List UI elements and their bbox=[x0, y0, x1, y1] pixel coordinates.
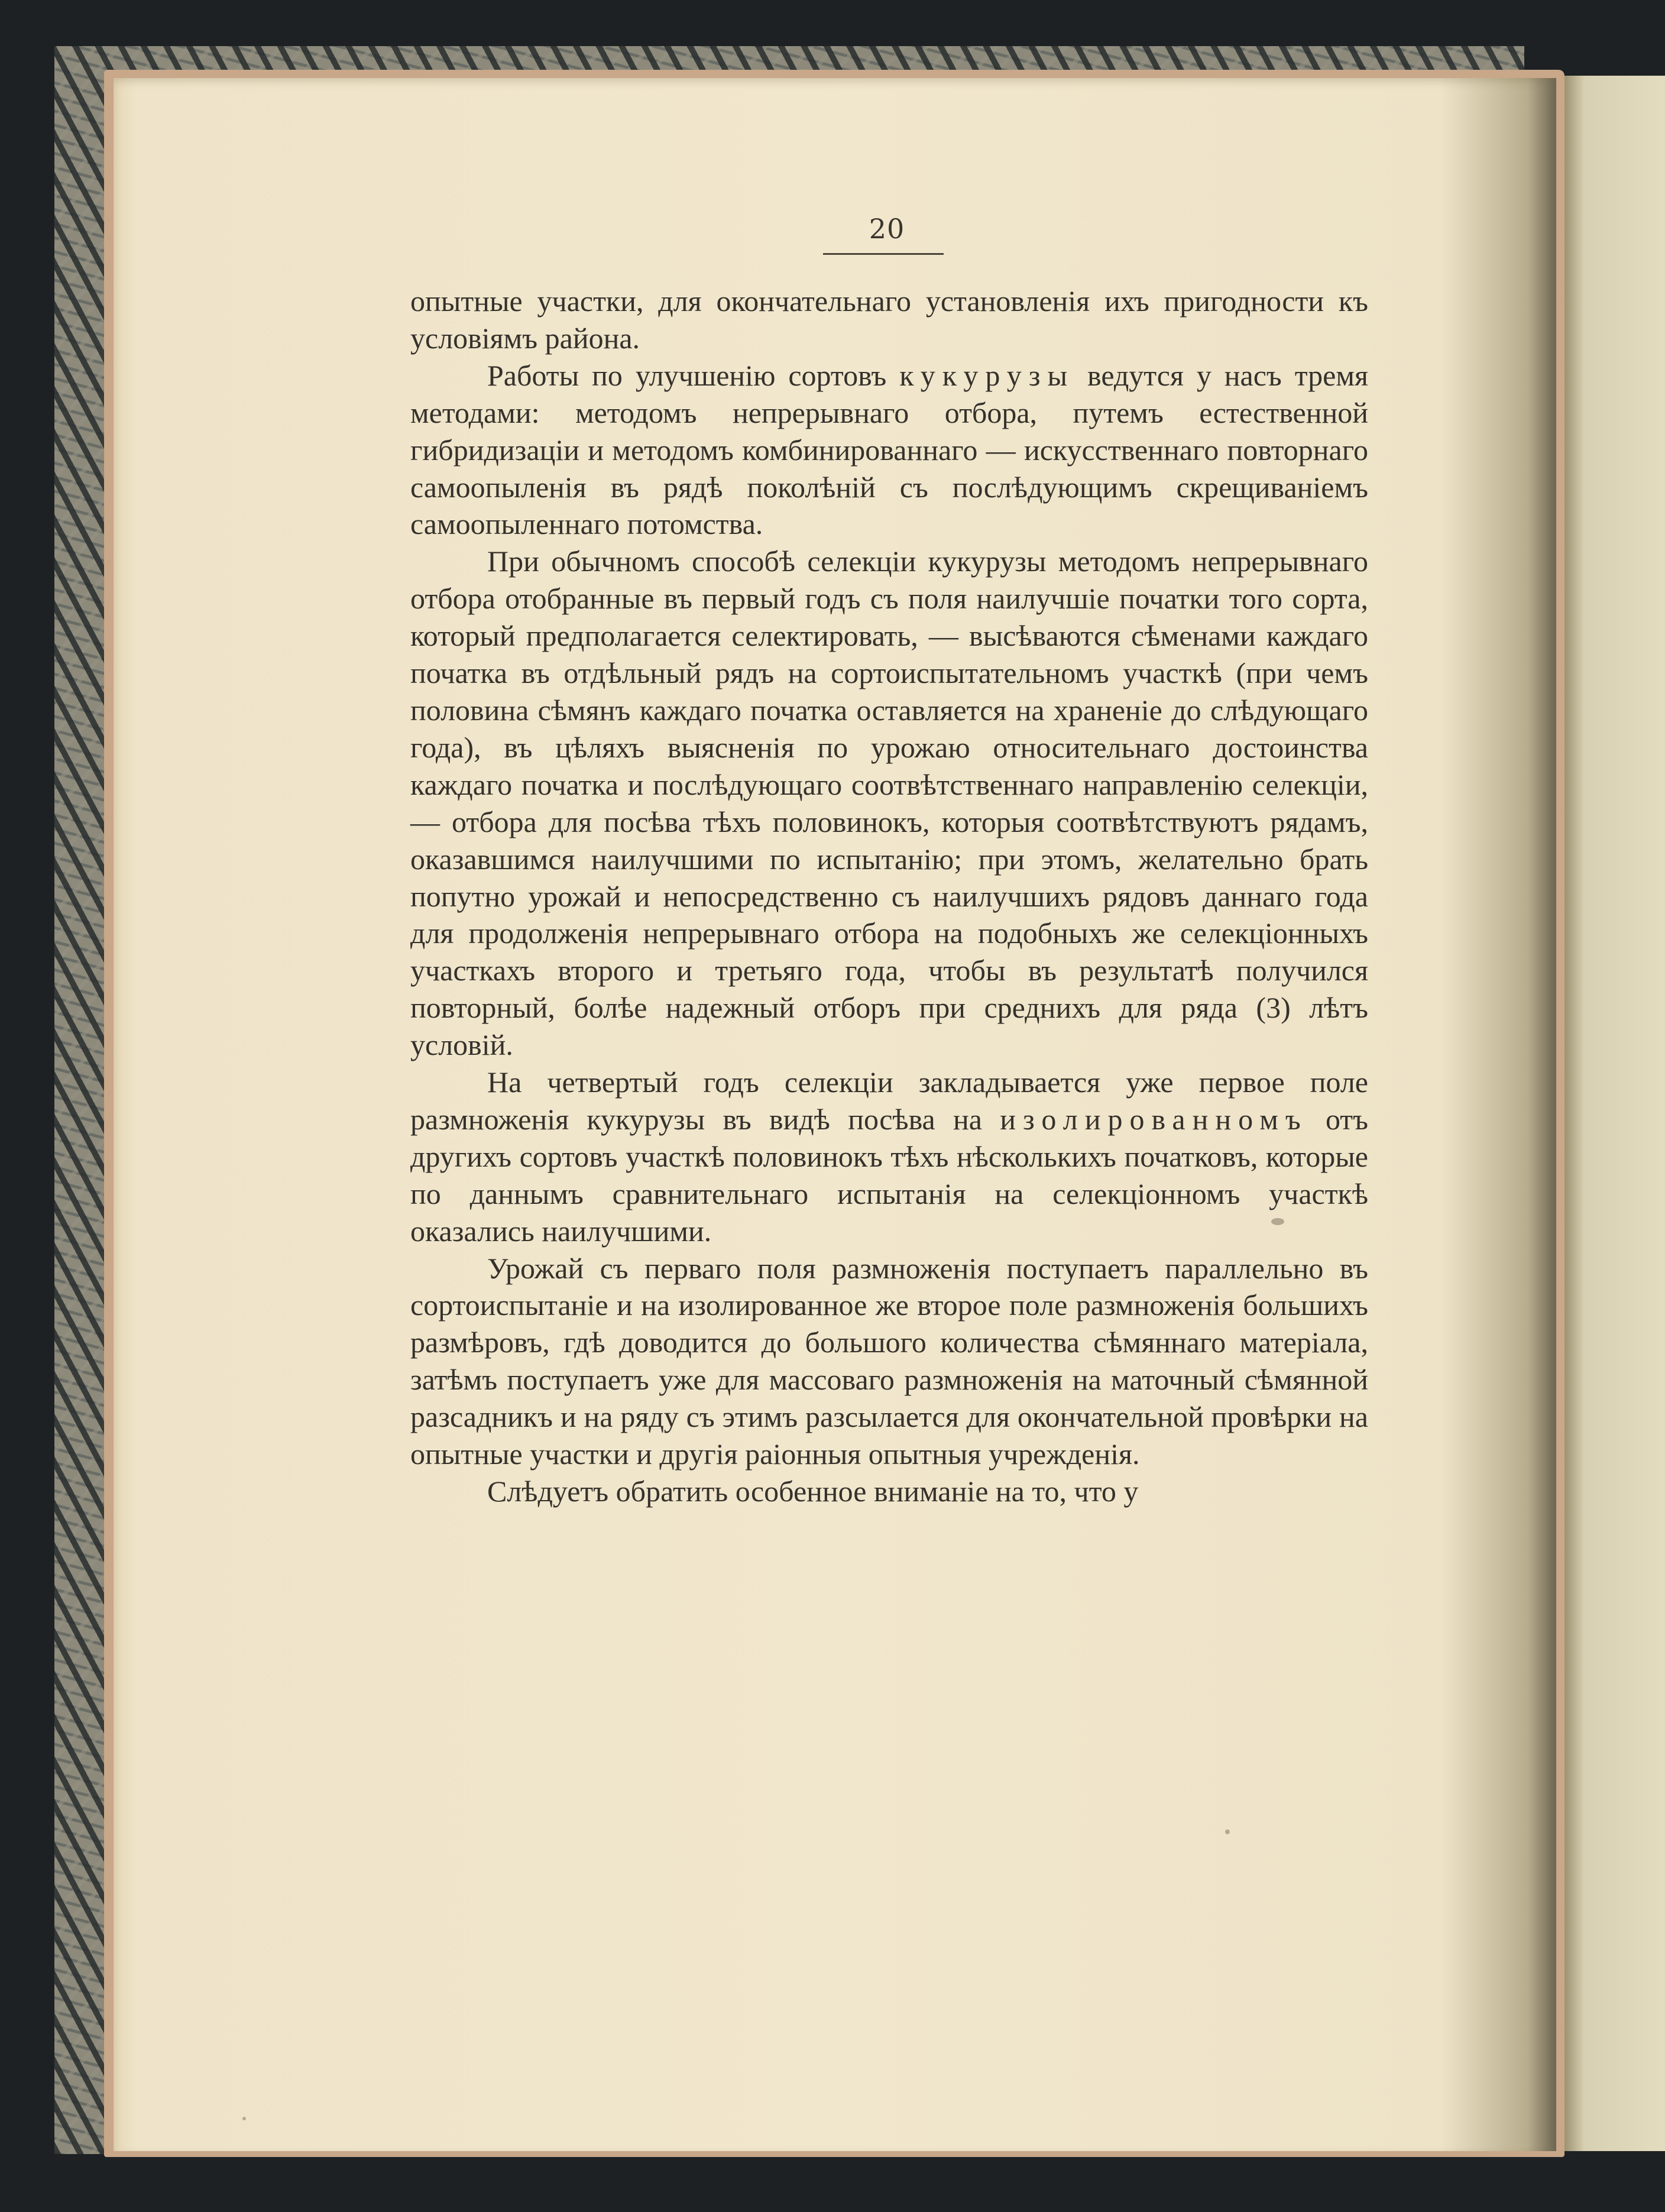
spaced-emphasis-text: изолированномъ bbox=[1000, 1102, 1308, 1136]
paragraph-text: Урожай съ перваго поля размноженія поступаетъ параллельно въ сортоиспытаніе и на изолированное же второе поле размноженія большихъ размѣровъ, гдѣ доводится до большого количества сѣмяннаго матеріала, затѣмъ поступаетъ уже для массоваго размноженія на маточный сѣмянной разсадникъ и на ряду съ этимъ разсылается для окончательной провѣрки на опытные участки и другія раіонныя опытныя учрежденія. bbox=[410, 1251, 1368, 1471]
paper-speck bbox=[242, 2117, 246, 2120]
paragraph bbox=[410, 543, 1368, 1064]
paragraph-text: опытные участки, для окончательнаго установленія ихъ пригодности къ условіямъ района. bbox=[410, 284, 1368, 355]
paragraph-text: На четвертый годъ селекціи закладывается уже первое поле размноженія кукурузы въ видѣ посѣва на bbox=[410, 1065, 1368, 1136]
paragraph-text: отъ другихъ сортовъ участкѣ половинокъ тѣхъ нѣсколькихъ початковъ, которые по даннымъ сравнительнаго испытанія на селекціонномъ участкѣ оказались наилучшими. bbox=[410, 1102, 1369, 1248]
paragraph-text: ведутся у насъ тремя методами: методомъ непрерывнаго отбора, путемъ естественной гибридизаціи и методомъ комбинированнаго — искусственнаго повторнаго самоопыленія въ рядѣ поколѣній съ послѣдующимъ скрещиваніемъ самоопыленнаго потомства. bbox=[410, 358, 1368, 541]
paragraph bbox=[410, 1473, 1368, 1510]
paragraph-text: Слѣдуетъ обратить особенное вниманіе на то, что у bbox=[487, 1475, 1139, 1508]
body-text bbox=[410, 283, 1368, 1510]
paragraph-text: Работы по улучшенію сортовъ bbox=[487, 358, 900, 392]
paragraph bbox=[410, 1064, 1368, 1250]
paragraph bbox=[410, 357, 1368, 543]
paper-speck bbox=[1225, 1829, 1230, 1834]
facing-page-edge bbox=[1549, 76, 1665, 2151]
page-number: 20 bbox=[869, 213, 905, 245]
paragraph bbox=[410, 1250, 1368, 1473]
paper-speck bbox=[1271, 1218, 1284, 1225]
paragraph-text: При обычномъ способѣ селекціи кукурузы методомъ непрерывнаго отбора отобранные въ первый годъ съ поля наилучшіе початки того сорта, который предполагается селектировать, — высѣваются сѣменами каждаго початка въ отдѣльный рядъ на сортоиспытательномъ участкѣ (при чемъ половина сѣмянъ каждаго початка оставляется на храненіе до слѣдующаго года), въ цѣляхъ выясненія по урожаю относительнаго достоинства каждаго початка и послѣдующаго соотвѣтственнаго направленію селекціи, — отбора для посѣва тѣхъ половинокъ, которыя соотвѣтствуютъ рядамъ, оказавшимся наилучшими по испытанію; при этомъ, желательно брать попутно урожай и непосредственно съ наилучшихъ рядовъ даннаго года для продолженія непрерывнаго отбора на подобныхъ же селекціонныхъ участкахъ второго и третьяго года, чтобы въ результатѣ получился повторный, болѣе надежный отборъ при среднихъ для ряда (3) лѣтъ условій. bbox=[410, 545, 1368, 1062]
paragraph bbox=[410, 283, 1368, 357]
spaced-emphasis-text: кукурузы bbox=[899, 358, 1075, 392]
page-number-rule bbox=[823, 253, 944, 255]
